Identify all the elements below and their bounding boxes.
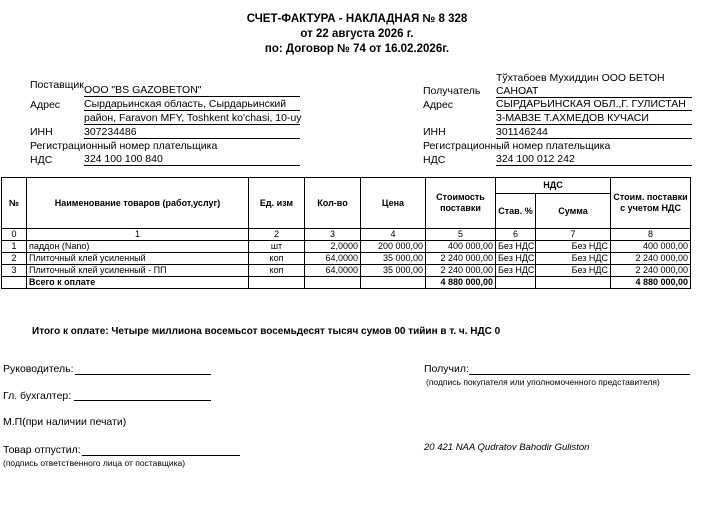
row-qty: 64,0000 <box>305 265 361 277</box>
document-title: СЧЕТ-ФАКТУРА - НАКЛАДНАЯ № 8 328 <box>246 13 468 25</box>
receiver-address-line2: 3-МАВЗЕ Т.АХМЕДОВ КУЧАСИ <box>496 112 692 125</box>
row-qty: 2,0000 <box>305 241 361 253</box>
receiver-name-line1: Тўхтабоев Мухиддин ООО БЕТОН <box>496 72 665 84</box>
total-empty-cell <box>2 277 27 289</box>
supplier-nds-label: НДС <box>30 154 53 166</box>
supplier-inn-label: ИНН <box>30 126 53 138</box>
row-price: 35 000,00 <box>361 253 426 265</box>
row-vat-sum: Без НДС <box>536 241 611 253</box>
total-empty-cell <box>536 277 611 289</box>
total-cost: 4 880 000,00 <box>426 277 496 289</box>
header-unit: Ед. изм <box>249 178 305 229</box>
receiver-nds-label: НДС <box>423 154 446 166</box>
row-vat-rate: Без НДС <box>496 253 536 265</box>
header-vat: НДС <box>496 178 611 194</box>
receiver-inn: 301146244 <box>496 126 692 139</box>
table-row <box>2 265 691 277</box>
col-number: 6 <box>496 229 536 241</box>
total-label: Всего к оплате <box>27 277 249 289</box>
row-unit: коп <box>249 253 305 265</box>
col-number: 7 <box>536 229 611 241</box>
row-vat-sum: Без НДС <box>536 265 611 277</box>
row-price: 35 000,00 <box>361 265 426 277</box>
row-no: 1 <box>2 241 27 253</box>
header-name: Наименование товаров (работ,услуг) <box>27 178 249 229</box>
row-name: паддон (Nano) <box>27 241 249 253</box>
released-signature-line[interactable] <box>82 455 240 456</box>
row-unit: шт <box>249 241 305 253</box>
table-row <box>2 253 691 265</box>
supplier-reg-label: Регистрационный номер плательщика <box>30 140 218 152</box>
supplier-nds: 324 100 100 840 <box>84 153 300 166</box>
supplier-inn: 307234486 <box>84 126 300 139</box>
row-vat-rate: Без НДС <box>496 265 536 277</box>
supplier-address-line2: район, Faravon MFY, Toshkent ko'chasi, 10-uy <box>84 112 302 124</box>
total-row <box>2 277 691 289</box>
col-number: 1 <box>27 229 249 241</box>
col-number: 8 <box>611 229 691 241</box>
supplier-address-label: Адрес <box>30 99 61 111</box>
receiver-name-label: Получатель <box>423 85 481 97</box>
proxy-info: 20 421 NAA Qudratov Bahodir Guliston <box>424 442 590 453</box>
received-note: (подпись покупателя или уполномоченного представителя) <box>426 377 660 387</box>
row-cost: 400 000,00 <box>426 241 496 253</box>
row-unit: коп <box>249 265 305 277</box>
stamp-label: М.П(при наличии печати) <box>3 416 127 428</box>
amount-in-words: Итого к оплате: Четыре миллиона восемьсот восемьдесят тысяч сумов 00 тийин в т. ч. НДС 0 <box>32 326 501 337</box>
table-row <box>2 241 691 253</box>
header-price: Цена <box>361 178 426 229</box>
row-name: Плиточный клей усиленный - ПП <box>27 265 249 277</box>
row-total: 400 000,00 <box>611 241 691 253</box>
receiver-name-line2: САНОАТ <box>496 85 692 98</box>
receiver-address-label: Адрес <box>423 99 454 111</box>
row-cost: 2 240 000,00 <box>426 265 496 277</box>
row-name: Плиточный клей усиленный <box>27 253 249 265</box>
supplier-name: ООО "BS GAZOBETON" <box>84 84 300 97</box>
director-label: Руководитель: <box>3 363 74 375</box>
receiver-address-line1: СЫРДАРЬИНСКАЯ ОБЛ.,Г. ГУЛИСТАН <box>496 98 692 111</box>
accountant-signature-line[interactable] <box>74 400 211 401</box>
supplier-address-line1: Сырдарьинская область, Сырдарьинский <box>84 98 300 111</box>
document-date: от 22 августа 2026 г. <box>300 28 414 40</box>
receiver-inn-label: ИНН <box>423 126 446 138</box>
row-price: 200 000,00 <box>361 241 426 253</box>
total-empty-cell <box>249 277 305 289</box>
total-empty-cell <box>305 277 361 289</box>
header-vat-rate: Став. % <box>496 194 536 229</box>
invoice-table <box>1 177 691 289</box>
header-total: Стоим. поставки с учетом НДС <box>611 178 691 229</box>
contract-reference: по: Договор № 74 от 16.02.2026г. <box>264 43 450 55</box>
receiver-reg-label: Регистрационный номер плательщика <box>423 140 611 152</box>
header-vat-sum: Сумма <box>536 194 611 229</box>
received-signature-line[interactable] <box>469 374 690 375</box>
released-note: (подпись ответственного лица от поставщика) <box>3 458 186 468</box>
total-empty-cell <box>496 277 536 289</box>
row-no: 3 <box>2 265 27 277</box>
released-label: Товар отпустил: <box>3 444 81 456</box>
col-number: 0 <box>2 229 27 241</box>
row-total: 2 240 000,00 <box>611 265 691 277</box>
column-number-row <box>2 229 691 241</box>
row-vat-sum: Без НДС <box>536 253 611 265</box>
header-qty: Кол-во <box>305 178 361 229</box>
supplier-name-label: Поставщик <box>30 79 84 91</box>
received-label: Получил: <box>424 363 469 375</box>
col-number: 5 <box>426 229 496 241</box>
accountant-label: Гл. бухгалтер: <box>3 390 72 402</box>
header-no: № <box>2 178 27 229</box>
row-qty: 64,0000 <box>305 253 361 265</box>
row-cost: 2 240 000,00 <box>426 253 496 265</box>
row-vat-rate: Без НДС <box>496 241 536 253</box>
director-signature-line[interactable] <box>75 374 211 375</box>
header-cost: Стоимость поставки <box>426 178 496 229</box>
total-with-vat: 4 880 000,00 <box>611 277 691 289</box>
col-number: 4 <box>361 229 426 241</box>
row-total: 2 240 000,00 <box>611 253 691 265</box>
col-number: 2 <box>249 229 305 241</box>
row-no: 2 <box>2 253 27 265</box>
receiver-nds: 324 100 012 242 <box>496 153 692 166</box>
total-empty-cell <box>361 277 426 289</box>
col-number: 3 <box>305 229 361 241</box>
